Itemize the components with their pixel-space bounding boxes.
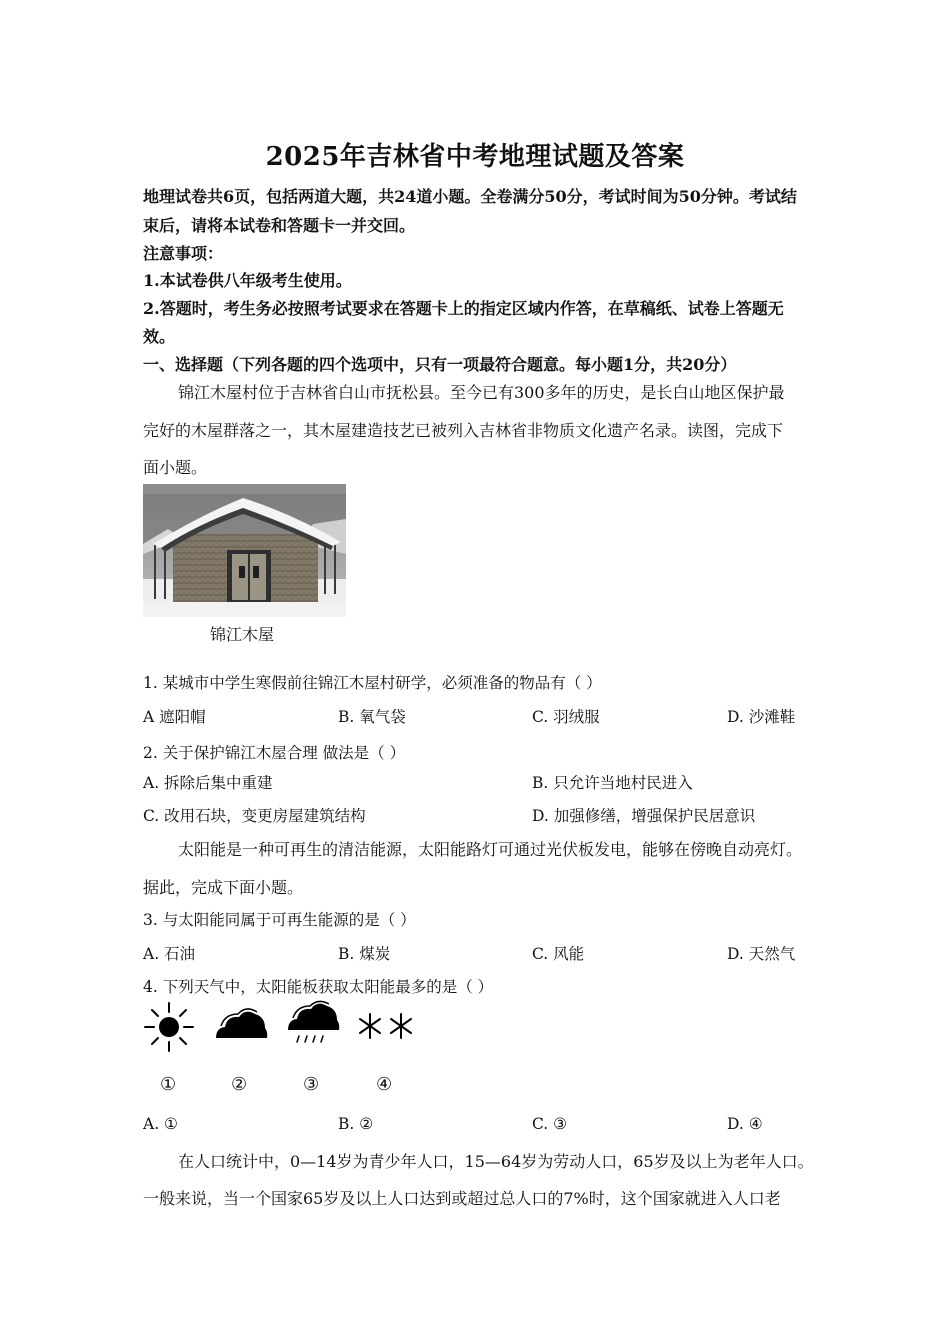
photo-caption: 锦江木屋 bbox=[210, 625, 275, 644]
question-2-option-c: C. 改用石块，变更房屋建筑结构 bbox=[143, 807, 366, 825]
rain-icon bbox=[285, 1000, 341, 1054]
passage-3-line-2: 一般来说，当一个国家65岁及以上人口达到或超过总人口的7%时，这个国家就进入人口老 bbox=[143, 1189, 781, 1208]
passage-3-line-1: 在人口统计中，0—14岁为青少年人口，15—64岁为劳动人口，65岁及以上为老年人口。 bbox=[178, 1152, 814, 1171]
weather-label-2: ② bbox=[231, 1074, 248, 1095]
passage-1-line-2: 完好的木屋群落之一，其木屋建造技艺已被列入吉林省非物质文化遗产名录。读图，完成下 bbox=[143, 421, 784, 440]
sunny-icon bbox=[143, 1000, 195, 1054]
weather-label-3: ③ bbox=[303, 1074, 320, 1095]
question-3-option-d: D. 天然气 bbox=[727, 945, 796, 963]
notice-2-line-2: 效。 bbox=[143, 327, 176, 346]
question-4-stem: 4. 下列天气中，太阳能板获取太阳能最多的是（ ） bbox=[143, 978, 494, 996]
intro-line-1: 地理试卷共6页，包括两道大题，共24道小题。全卷满分50分，考试时间为50分钟。考试结 bbox=[143, 187, 797, 206]
notice-heading: 注意事项： bbox=[143, 244, 224, 263]
page-title: 2025年吉林省中考地理试题及答案 bbox=[265, 142, 685, 172]
cloudy-icon bbox=[213, 1000, 269, 1044]
notice-1: 1.本试卷供八年级考生使用。 bbox=[143, 271, 352, 290]
question-2-option-b: B. 只允许当地村民进入 bbox=[532, 774, 693, 792]
section-1-heading: 一、选择题（下列各题的四个选项中，只有一项最符合题意。每小题1分，共20分） bbox=[143, 355, 737, 374]
question-1-stem: 1. 某城市中学生寒假前往锦江木屋村研学，必须准备的物品有（ ） bbox=[143, 674, 602, 692]
weather-label-4: ④ bbox=[376, 1074, 393, 1095]
question-2-stem: 2. 关于保护锦江木屋合理 做法是（ ） bbox=[143, 744, 406, 762]
notice-2-line-1: 2.答题时，考生务必按照考试要求在答题卡上的指定区域内作答，在草稿纸、试卷上答题无 bbox=[143, 299, 784, 318]
snow-icon bbox=[355, 1000, 417, 1050]
wooden-house-photo bbox=[143, 484, 346, 617]
question-4-option-d: D. ④ bbox=[727, 1115, 763, 1133]
passage-2-line-1: 太阳能是一种可再生的清洁能源，太阳能路灯可通过光伏板发电，能够在傍晚自动亮灯。 bbox=[178, 840, 803, 859]
question-3-option-c: C. 风能 bbox=[532, 945, 585, 963]
question-4-option-c: C. ③ bbox=[532, 1115, 568, 1133]
question-2-option-a: A. 拆除后集中重建 bbox=[143, 774, 273, 792]
question-1-option-d: D. 沙滩鞋 bbox=[727, 708, 796, 726]
question-2-option-d: D. 加强修缮，增强保护民居意识 bbox=[532, 807, 756, 825]
question-1-option-c: C. 羽绒服 bbox=[532, 708, 600, 726]
question-3-option-b: B. 煤炭 bbox=[338, 945, 391, 963]
question-1-option-b: B. 氧气袋 bbox=[338, 708, 406, 726]
question-3-stem: 3. 与太阳能同属于可再生能源的是（ ） bbox=[143, 911, 416, 929]
intro-line-2: 束后，请将本试卷和答题卡一并交回。 bbox=[143, 216, 416, 235]
question-1-option-a: A 遮阳帽 bbox=[143, 708, 206, 726]
passage-1-line-3: 面小题。 bbox=[143, 458, 208, 477]
question-4-option-b: B. ② bbox=[338, 1115, 374, 1133]
question-4-option-a: A. ① bbox=[143, 1115, 178, 1133]
passage-2-line-2: 据此，完成下面小题。 bbox=[143, 878, 304, 897]
weather-label-1: ① bbox=[160, 1074, 177, 1095]
question-3-option-a: A. 石油 bbox=[143, 945, 196, 963]
passage-1-line-1: 锦江木屋村位于吉林省白山市抚松县。至今已有300多年的历史，是长白山地区保护最 bbox=[178, 383, 785, 402]
